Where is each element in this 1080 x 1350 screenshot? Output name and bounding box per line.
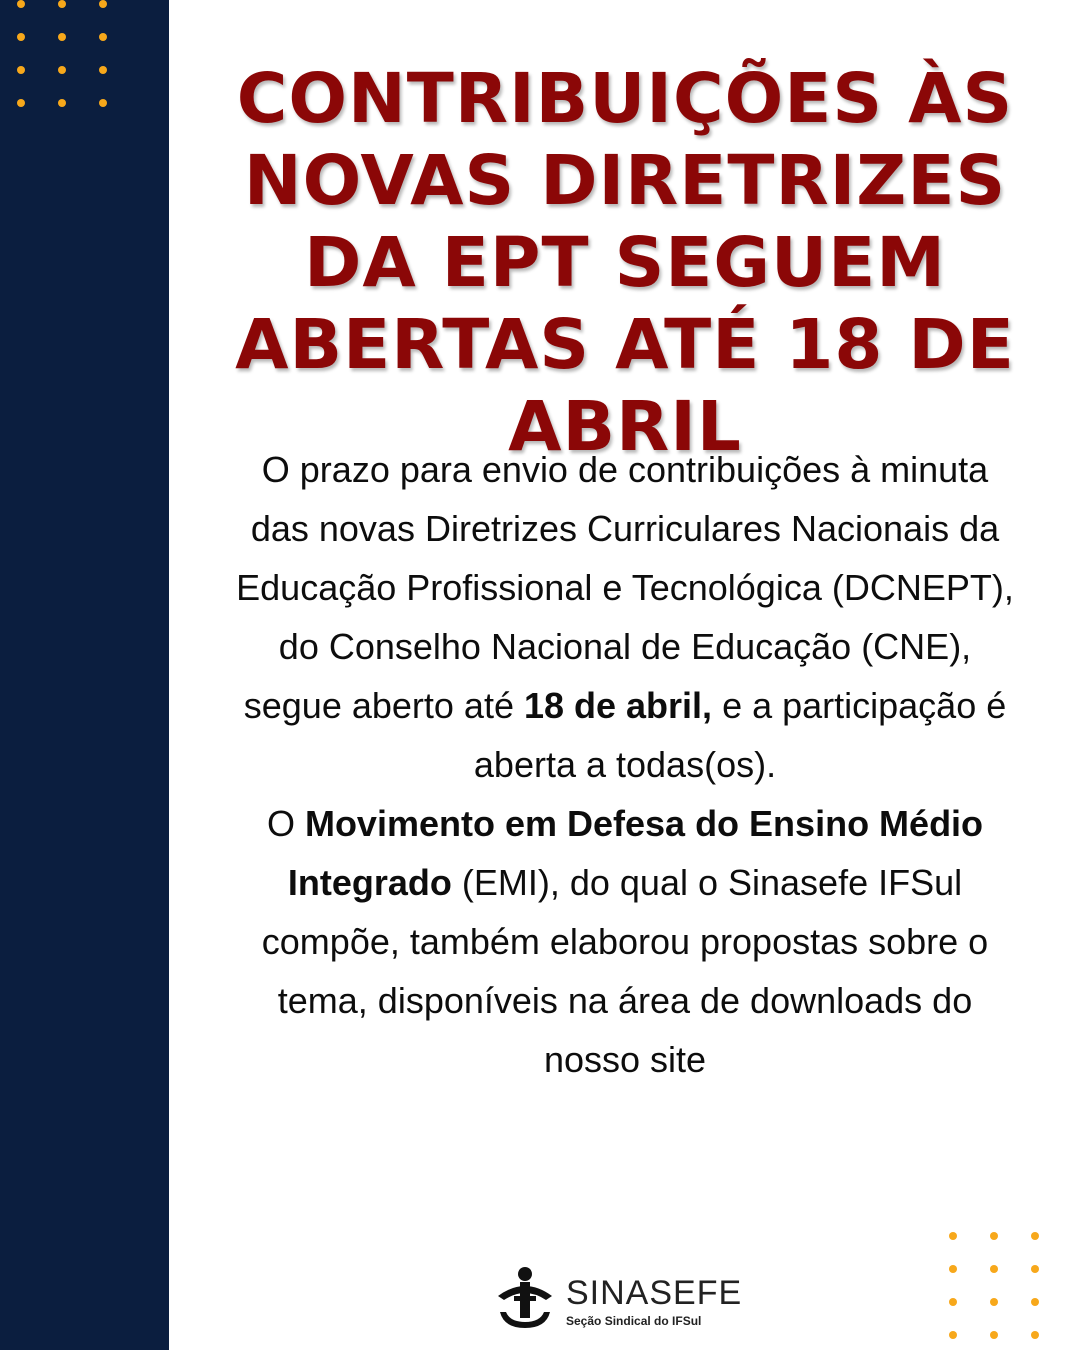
logo-wordmark: SINASEFE	[566, 1274, 743, 1312]
left-sidebar-band	[0, 0, 169, 1350]
paragraph-movement: O Movimento em Defesa do Ensino Médio Integrado (EMI), do qual o Sinasefe IFSul compõe, também elaborou propostas sobre o tema, disponíveis na área de downloads do nosso site	[261, 803, 989, 1080]
body-text	[230, 440, 1020, 1089]
movement-name: Movimento em Defesa do Ensino Médio Integrado	[287, 803, 984, 903]
deadline-date: 18 de abril,	[523, 685, 713, 726]
paragraph-deadline: O prazo para envio de contribuições à minuta das novas Diretrizes Curriculares Nacionais da Educação Profissional e Tecnológica (DCNEPT), do Conselho Nacional de Educação (CNE), segue aberto até 18 de abril, e a participação é aberta a todas(os).	[236, 449, 1014, 785]
decorative-dot-grid-top	[17, 0, 107, 107]
sinasefe-emblem-icon	[494, 1266, 556, 1332]
decorative-dot-grid-bottom	[949, 1232, 1039, 1339]
headline: CONTRIBUIÇÕES ÀS NOVAS DIRETRIZES DA EPT SEGUEM ABERTAS ATÉ 18 DE ABRIL	[235, 59, 1015, 467]
logo-subtitle: Seção Sindical do IFSul	[566, 1314, 702, 1328]
sinasefe-logo	[494, 1266, 764, 1332]
